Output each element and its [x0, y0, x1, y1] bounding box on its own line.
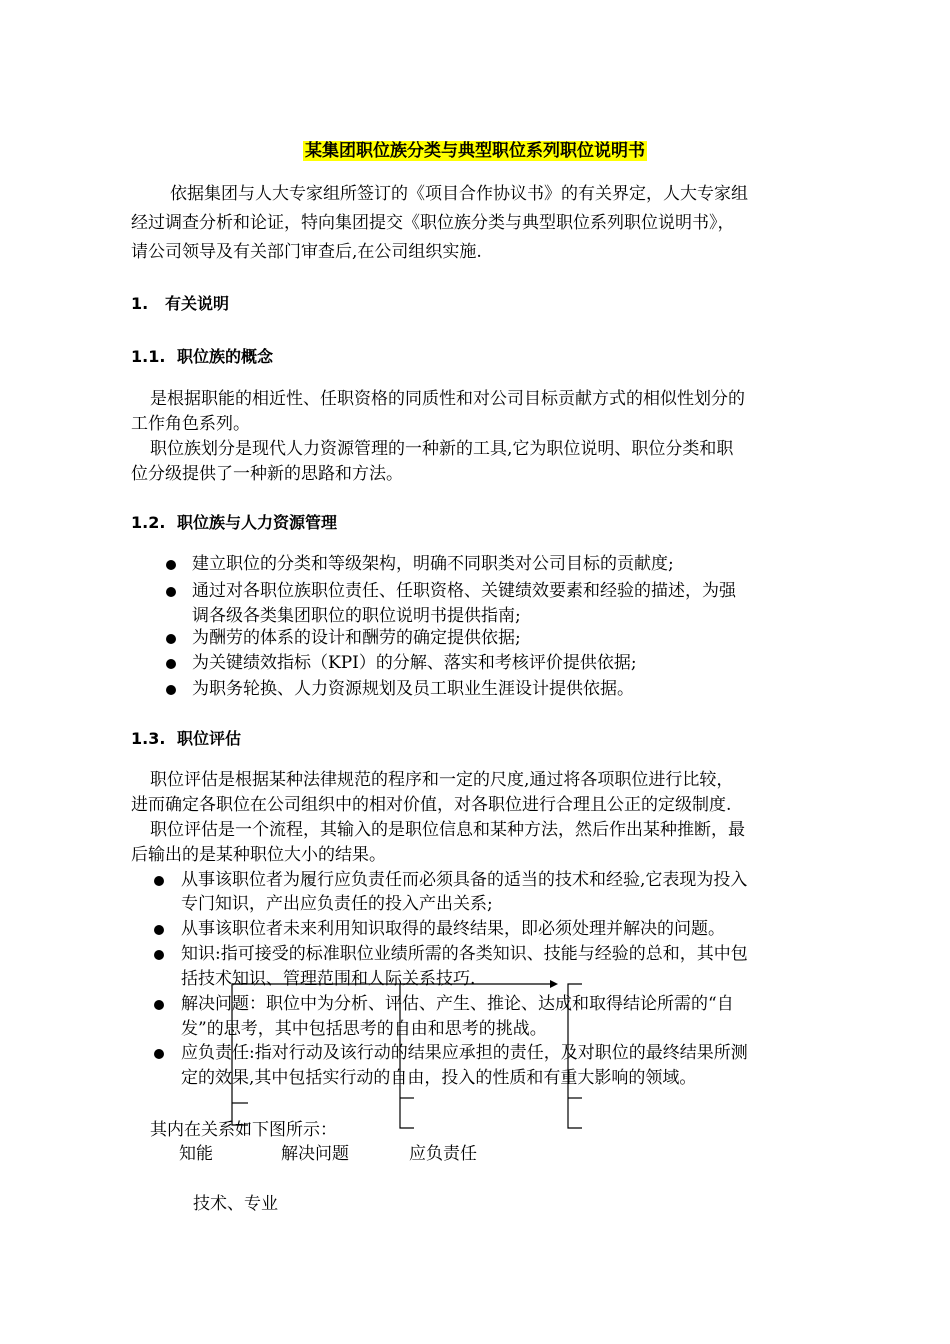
list-item: 为职务轮换、人力资源规划及员工职业生涯设计提供依据。 — [192, 679, 634, 699]
section-title: 有关说明 — [165, 294, 230, 313]
list-item: 通过对各职位族职位责任、任职资格、关键绩效要素和经验的描述，为强 — [192, 581, 736, 601]
paragraph-line: 工作角色系列。 — [131, 414, 250, 434]
section-number: 1.3. — [131, 729, 166, 748]
arrow-head-icon — [550, 980, 558, 988]
bracket-accountability — [568, 984, 582, 1128]
list-item-continuation: 调各级各类集团职位的职位说明书提供指南; — [192, 606, 521, 626]
list-item: 建立职位的分类和等级架构，明确不同职类对公司目标的贡献度; — [192, 554, 674, 574]
intro-line-3: 请公司领导及有关部门审查后,在公司组织实施. — [131, 242, 482, 262]
paragraph-line: 职位族划分是现代人力资源管理的一种新的工具,它为职位说明、职位分类和职 — [150, 439, 734, 459]
paragraph-line: 是根据职能的相近性、任职资格的同质性和对公司目标贡献方式的相似性划分的 — [150, 389, 745, 409]
bracket-knowledge — [232, 984, 248, 1125]
list-item: 为关键绩效指标（KPI）的分解、落实和考核评价提供依据; — [192, 653, 637, 673]
paragraph-line: 位分级提供了一种新的思路和方法。 — [131, 464, 403, 484]
list-item-continuation: 发”的思考，其中包括思考的自由和思考的挑战。 — [181, 1019, 547, 1039]
list-item-continuation: 定的效果,其中包括实行动的自由，投入的性质和有重大影响的领域。 — [181, 1068, 697, 1088]
list-item-continuation: 专门知识，产出应负责任的投入产出关系; — [181, 894, 493, 914]
list-item: 从事该职位者未来利用知识取得的最终结果，即必须处理并解决的问题。 — [181, 919, 725, 939]
document-title: 某集团职位族分类与典型职位系列职位说明书 — [305, 141, 645, 161]
paragraph-line: 进而确定各职位在公司组织中的相对价值，对各职位进行合理且公正的定级制度. — [131, 795, 732, 815]
paragraph-line: 职位评估是根据某种法律规范的程序和一定的尺度,通过将各项职位进行比较， — [150, 770, 734, 790]
section-number: 1. — [131, 294, 149, 313]
section-title: 职位评估 — [177, 729, 242, 748]
diagram-label-accountability: 应负责任 — [409, 1144, 477, 1164]
intro-line-1: 依据集团与人大专家组所签订的《项目合作协议书》的有关界定，人大专家组 — [170, 184, 748, 204]
list-item: 解决问题：职位中为分析、评估、产生、推论、达成和取得结论所需的“自 — [181, 994, 734, 1014]
paragraph-line: 职位评估是一个流程，其输入的是职位信息和某种方法，然后作出某种推断，最 — [150, 820, 745, 840]
list-item: 为酬劳的体系的设计和酬劳的确定提供依据; — [192, 628, 521, 648]
diagram-caption: 其内在关系如下图所示： — [150, 1120, 337, 1140]
section-title: 职位族与人力资源管理 — [177, 513, 338, 532]
bracket-problem-solving — [400, 984, 414, 1128]
paragraph-line: 后输出的是某种职位大小的结果。 — [131, 845, 386, 865]
section-title: 职位族的概念 — [177, 347, 274, 366]
list-item-continuation: 括技术知识、管理范围和人际关系技巧. — [181, 969, 476, 989]
list-item: 应负责任:指对行动及该行动的结果应承担的责任，及对职位的最终结果所测 — [181, 1043, 748, 1063]
diagram-label-problem-solving: 解决问题 — [281, 1144, 349, 1164]
intro-line-2: 经过调查分析和论证，特向集团提交《职位族分类与典型职位系列职位说明书》， — [131, 213, 735, 233]
list-item: 从事该职位者为履行应负责任而必须具备的适当的技术和经验,它表现为投入 — [181, 870, 748, 890]
diagram-sub-label: 技术、专业 — [193, 1194, 278, 1214]
section-number: 1.1. — [131, 347, 166, 366]
diagram-label-knowledge: 知能 — [179, 1144, 213, 1164]
section-number: 1.2. — [131, 513, 166, 532]
list-item: 知识:指可接受的标准职位业绩所需的各类知识、技能与经验的总和，其中包 — [181, 944, 748, 964]
